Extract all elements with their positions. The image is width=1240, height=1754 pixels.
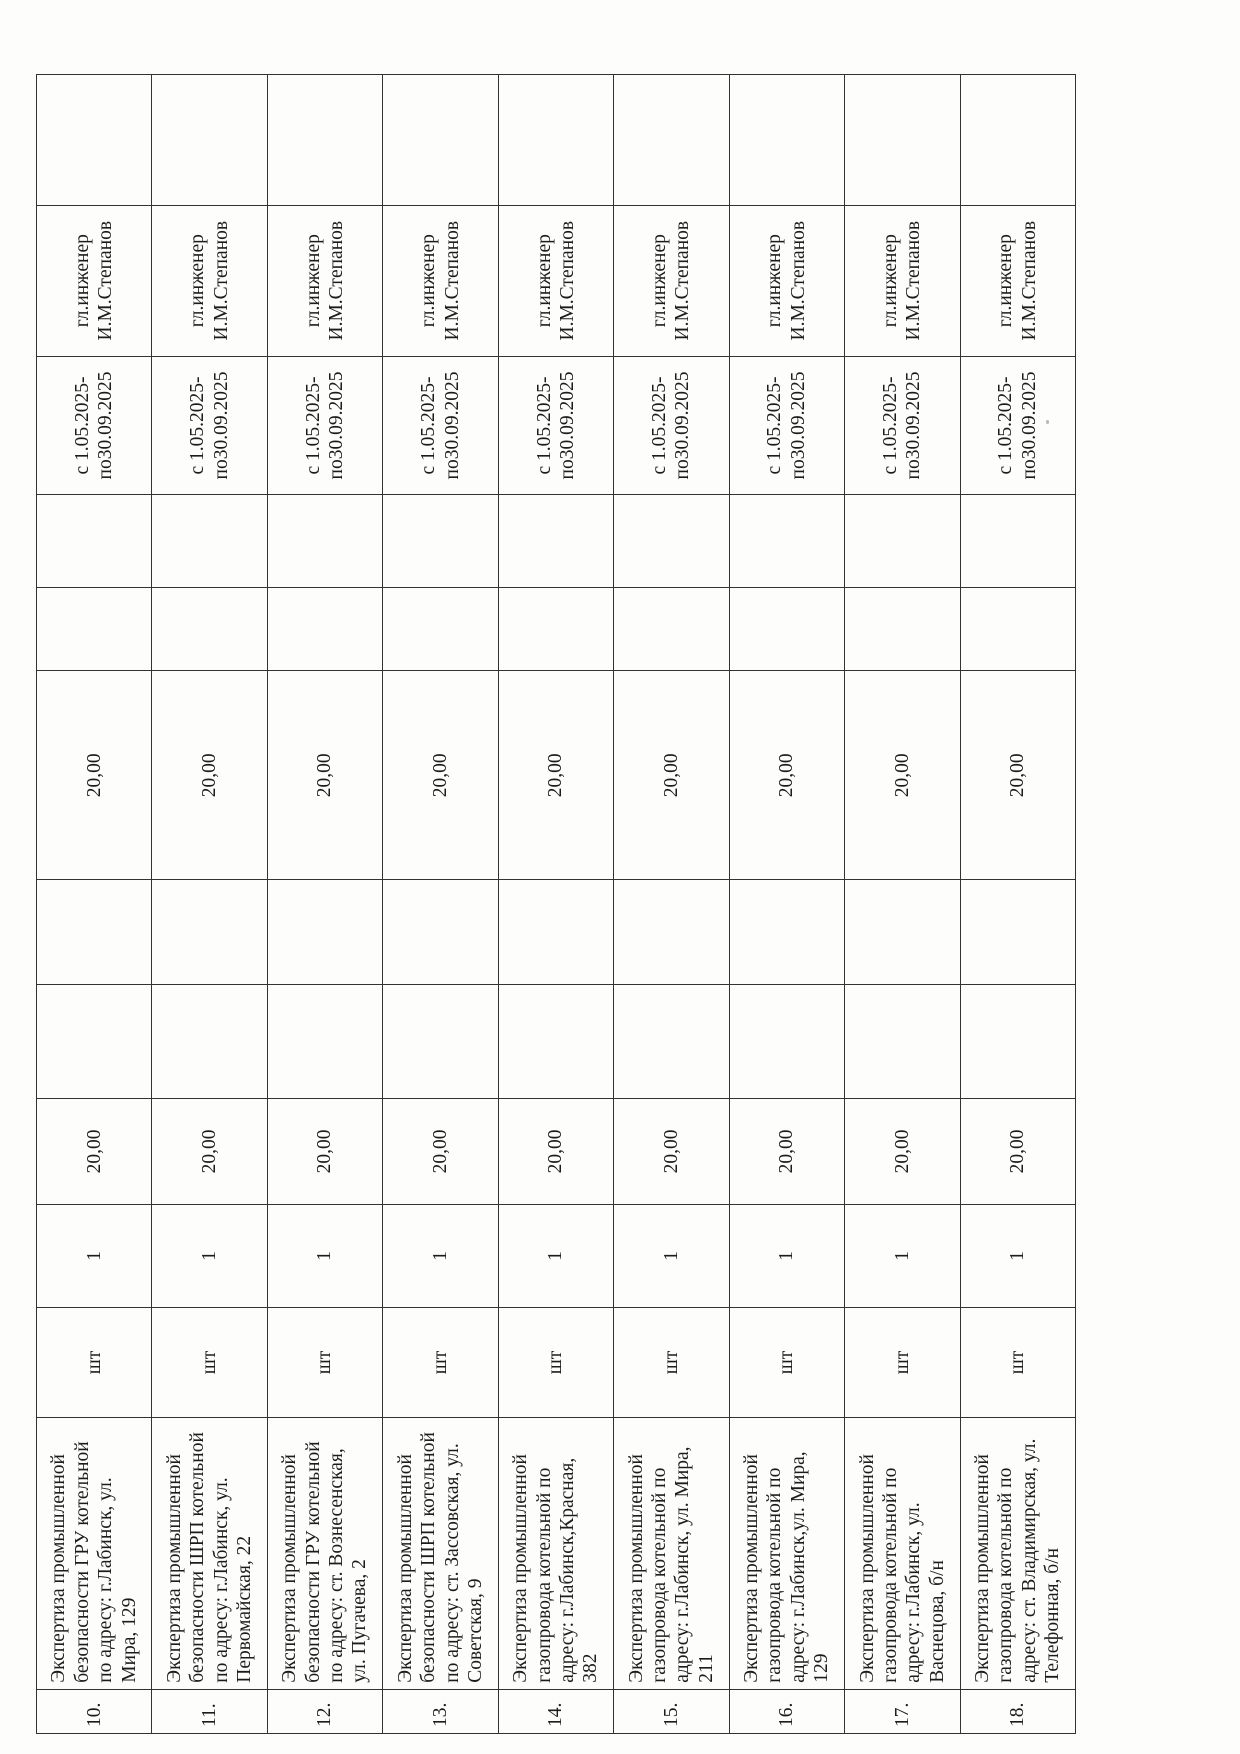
table-row [614,75,729,1734]
empty-cell [37,495,152,588]
work-description: Экспертиза промышленной безопасности ШРП котельной по адресу: г.Лабинск, ул. Первомайская, 22 [152,1418,267,1689]
table-row [498,75,613,1734]
row-number: 18. [960,1689,1076,1733]
amount-cell: 20,00 [845,1098,960,1205]
unit-cell: шт [498,1307,613,1418]
empty-cell [383,495,498,588]
empty-cell [729,587,844,670]
empty-cell [37,75,152,206]
empty-cell [267,984,382,1098]
quantity-cell: 1 [37,1205,152,1308]
works-table [36,74,1076,1734]
row-number: 15. [614,1689,729,1733]
empty-cell [614,587,729,670]
period-cell: с 1.05.2025-по30.09.2025 [960,356,1076,495]
responsible-name: И.М.Степанов [210,220,232,341]
work-description: Экспертиза промышленной газопровода котельной по адресу: г.Лабинск, ул. Васнецова, б/н [845,1418,960,1689]
scan-speck [1046,420,1049,424]
work-description: Экспертиза промышленной газопровода котельной по адресу: ст. Владимирская, ул. Телефонная, б/н [960,1418,1076,1689]
empty-cell [960,495,1076,588]
rotated-table-area [36,74,1076,1734]
unit-cell: шт [614,1307,729,1418]
empty-cell [498,75,613,206]
responsible-cell [37,205,152,356]
empty-cell [845,984,960,1098]
quantity-cell: 1 [960,1205,1076,1308]
row-number: 14. [498,1689,613,1733]
unit-cell: шт [960,1307,1076,1418]
quantity-cell: 1 [383,1205,498,1308]
responsible-name: И.М.Степанов [903,220,925,341]
responsible-title: гл.инженер [71,234,93,328]
period-cell: с 1.05.2025-по30.09.2025 [498,356,613,495]
amount-total-cell: 20,00 [267,671,382,880]
responsible-title: гл.инженер [649,234,671,328]
amount-total-cell: 20,00 [498,671,613,880]
empty-cell [729,880,844,985]
work-description: Экспертиза промышленной газопровода котельной по адресу: г.Лабинск,Красная, 382 [498,1418,613,1689]
empty-cell [383,984,498,1098]
period-cell: с 1.05.2025-по30.09.2025 [845,356,960,495]
quantity-cell: 1 [729,1205,844,1308]
empty-cell [845,587,960,670]
row-number: 16. [729,1689,844,1733]
row-number: 13. [383,1689,498,1733]
empty-cell [498,587,613,670]
period-cell: с 1.05.2025-по30.09.2025 [152,356,267,495]
responsible-name: И.М.Степанов [672,220,694,341]
empty-cell [267,880,382,985]
unit-cell: шт [37,1307,152,1418]
responsible-cell [960,205,1076,356]
period-cell: с 1.05.2025-по30.09.2025 [383,356,498,495]
amount-cell: 20,00 [614,1098,729,1205]
responsible-name: И.М.Степанов [326,220,348,341]
table-row [383,75,498,1734]
empty-cell [960,587,1076,670]
row-number: 12. [267,1689,382,1733]
empty-cell [845,880,960,985]
responsible-cell [498,205,613,356]
empty-cell [498,495,613,588]
quantity-cell: 1 [845,1205,960,1308]
amount-cell: 20,00 [960,1098,1076,1205]
responsible-cell [267,205,382,356]
amount-total-cell: 20,00 [845,671,960,880]
amount-total-cell: 20,00 [614,671,729,880]
unit-cell: шт [383,1307,498,1418]
empty-cell [37,880,152,985]
work-description: Экспертиза промышленной безопасности ШРП котельной по адресу: ст. Зассовская, ул. Советская, 9 [383,1418,498,1689]
responsible-cell [845,205,960,356]
responsible-title: гл.инженер [187,234,209,328]
amount-cell: 20,00 [37,1098,152,1205]
empty-cell [614,984,729,1098]
empty-cell [729,75,844,206]
amount-total-cell: 20,00 [960,671,1076,880]
empty-cell [152,75,267,206]
empty-cell [383,75,498,206]
empty-cell [845,75,960,206]
empty-cell [498,984,613,1098]
unit-cell: шт [152,1307,267,1418]
amount-cell: 20,00 [152,1098,267,1205]
amount-total-cell: 20,00 [729,671,844,880]
row-number: 10. [37,1689,152,1733]
table-row [37,75,152,1734]
amount-cell: 20,00 [498,1098,613,1205]
responsible-name: И.М.Степанов [787,220,809,341]
row-number: 11. [152,1689,267,1733]
empty-cell [845,495,960,588]
empty-cell [267,495,382,588]
table-row [152,75,267,1734]
table-row [845,75,960,1734]
table-body [37,75,1076,1734]
responsible-cell [152,205,267,356]
responsible-title: гл.инженер [879,234,901,328]
responsible-name: И.М.Степанов [556,220,578,341]
empty-cell [729,984,844,1098]
responsible-title: гл.инженер [995,234,1017,328]
responsible-title: гл.инженер [764,234,786,328]
table-row [267,75,382,1734]
empty-cell [383,587,498,670]
empty-cell [614,75,729,206]
amount-cell: 20,00 [729,1098,844,1205]
row-number: 17. [845,1689,960,1733]
work-description: Экспертиза промышленной газопровода котельной по адресу: г.Лабинск,ул. Мира, 129 [729,1418,844,1689]
work-description: Экспертиза промышленной безопасности ГРУ котельной по адресу: г.Лабинск, ул. Мира, 129 [37,1418,152,1689]
responsible-title: гл.инженер [302,234,324,328]
quantity-cell: 1 [267,1205,382,1308]
quantity-cell: 1 [498,1205,613,1308]
empty-cell [267,75,382,206]
responsible-name: И.М.Степанов [1018,220,1040,341]
period-cell: с 1.05.2025-по30.09.2025 [37,356,152,495]
amount-total-cell: 20,00 [383,671,498,880]
empty-cell [37,587,152,670]
unit-cell: шт [267,1307,382,1418]
amount-cell: 20,00 [383,1098,498,1205]
responsible-name: И.М.Степанов [441,220,463,341]
responsible-cell [614,205,729,356]
empty-cell [614,495,729,588]
empty-cell [383,880,498,985]
period-cell: с 1.05.2025-по30.09.2025 [614,356,729,495]
table-row [729,75,844,1734]
quantity-cell: 1 [614,1205,729,1308]
empty-cell [498,880,613,985]
empty-cell [960,75,1076,206]
amount-cell: 20,00 [267,1098,382,1205]
responsible-cell [729,205,844,356]
responsible-title: гл.инженер [533,234,555,328]
empty-cell [152,984,267,1098]
table-row [960,75,1076,1734]
unit-cell: шт [845,1307,960,1418]
responsible-cell [383,205,498,356]
work-description: Экспертиза промышленной безопасности ГРУ котельной по адресу: ст. Вознесенская, ул. Пугачева, 2 [267,1418,382,1689]
work-description: Экспертиза промышленной газопровода котельной по адресу: г.Лабинск, ул. Мира, 211 [614,1418,729,1689]
empty-cell [614,880,729,985]
empty-cell [152,495,267,588]
period-cell: с 1.05.2025-по30.09.2025 [267,356,382,495]
empty-cell [152,587,267,670]
amount-total-cell: 20,00 [37,671,152,880]
responsible-title: гл.инженер [418,234,440,328]
amount-total-cell: 20,00 [152,671,267,880]
empty-cell [960,984,1076,1098]
empty-cell [729,495,844,588]
quantity-cell: 1 [152,1205,267,1308]
empty-cell [37,984,152,1098]
responsible-name: И.М.Степанов [95,220,117,341]
empty-cell [960,880,1076,985]
empty-cell [267,587,382,670]
period-cell: с 1.05.2025-по30.09.2025 [729,356,844,495]
unit-cell: шт [729,1307,844,1418]
empty-cell [152,880,267,985]
